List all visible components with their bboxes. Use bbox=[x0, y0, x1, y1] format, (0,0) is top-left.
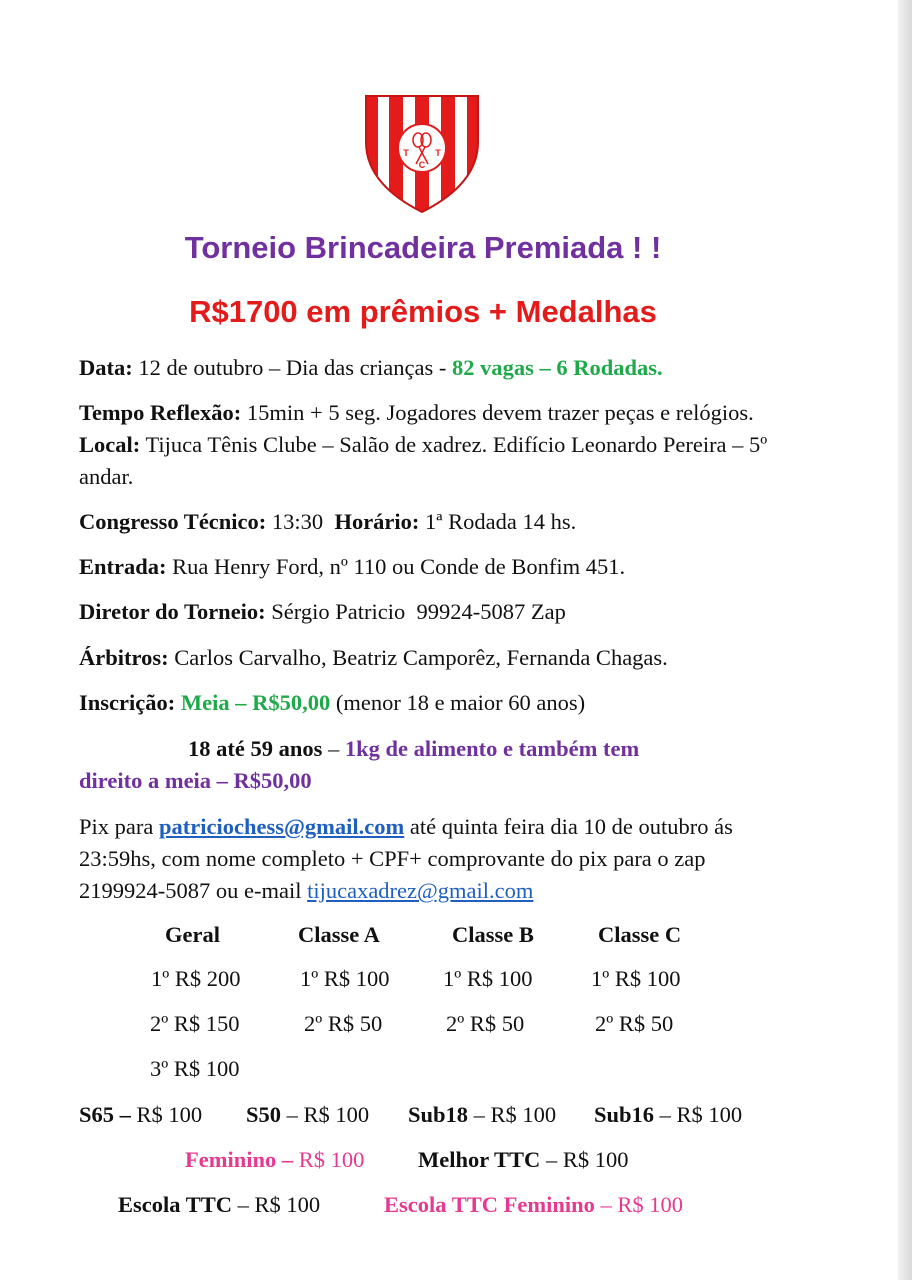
best-ttc-value: – R$ 100 bbox=[540, 1147, 629, 1172]
congress-label: Congresso Técnico: bbox=[79, 509, 267, 534]
female-label: Feminino – bbox=[185, 1147, 294, 1172]
prize-header-classe-c: Classe C bbox=[598, 922, 682, 947]
school-ttc-prize bbox=[118, 1189, 320, 1221]
date-text: 12 de outubro – Dia das crianças - bbox=[132, 355, 453, 380]
director-line bbox=[79, 596, 779, 628]
s65-value: R$ 100 bbox=[130, 1102, 203, 1127]
page-edge-shadow bbox=[898, 0, 912, 1280]
school-ttc-female-label: Escola TTC Feminino bbox=[384, 1192, 595, 1217]
arbiters-label: Árbitros: bbox=[79, 645, 169, 670]
technical-congress-line bbox=[79, 506, 779, 538]
arbiters-line bbox=[79, 642, 799, 674]
tournament-title: Torneio Brincadeira Premiada ! ! bbox=[184, 230, 662, 265]
prize-header-geral: Geral bbox=[165, 922, 220, 947]
sub18-prize bbox=[408, 1099, 556, 1131]
time-control-paragraph bbox=[79, 397, 779, 493]
s50-value: – R$ 100 bbox=[281, 1102, 370, 1127]
prize-cell: 1º R$ 100 bbox=[300, 966, 390, 991]
director-label: Diretor do Torneio: bbox=[79, 599, 266, 624]
schedule-label: Horário: bbox=[334, 509, 420, 534]
best-ttc-label: Melhor TTC bbox=[418, 1147, 541, 1172]
prize-cell: 1º R$ 100 bbox=[443, 966, 533, 991]
date-label: Data: bbox=[79, 355, 133, 380]
prize-header-classe-b: Classe B bbox=[452, 922, 534, 947]
venue-text: Tijuca Tênis Clube – Salão de xadrez. Edifício Leonardo Pereira – 5º andar. bbox=[79, 432, 768, 489]
prize-cell: 2º R$ 50 bbox=[595, 1011, 674, 1036]
prize-cell: 1º R$ 100 bbox=[591, 966, 681, 991]
female-prize bbox=[185, 1144, 364, 1176]
schedule-text: 1ª Rodada 14 hs. bbox=[419, 509, 577, 534]
school-ttc-female-value: – R$ 100 bbox=[594, 1192, 684, 1217]
date-line bbox=[79, 352, 779, 384]
best-ttc-prize bbox=[418, 1144, 628, 1176]
half-price-right-text: direito a meia – R$50,00 bbox=[79, 768, 312, 793]
congress-time: 13:30 bbox=[266, 509, 335, 534]
pix-instructions: até quinta feira dia 10 de outubro ás 23:59hs, com nome completo + CPF+ comprovante do pix para o zap 2199924-5087 ou e-mail bbox=[79, 814, 733, 903]
registration-line bbox=[79, 687, 779, 719]
food-donation-text: 1kg de alimento e também tem bbox=[344, 736, 640, 761]
sub16-label: Sub16 bbox=[594, 1102, 655, 1127]
female-value: R$ 100 bbox=[293, 1147, 365, 1172]
prize-header-classe-a: Classe A bbox=[298, 922, 380, 947]
sub18-label: Sub18 bbox=[408, 1102, 469, 1127]
prize-cell: 2º R$ 50 bbox=[446, 1011, 525, 1036]
prize-cell: 3º R$ 100 bbox=[150, 1056, 240, 1081]
adult-registration-line-2 bbox=[79, 765, 779, 797]
pix-email-link[interactable]: patriciochess@gmail.com bbox=[158, 814, 405, 839]
registration-label: Inscrição: bbox=[79, 690, 176, 715]
sub16-value: – R$ 100 bbox=[654, 1102, 743, 1127]
director-text: Sérgio Patricio 99924-5087 Zap bbox=[265, 599, 566, 624]
s50-label: S50 bbox=[246, 1102, 282, 1127]
entrance-line bbox=[79, 551, 779, 583]
adult-dash: – bbox=[322, 736, 345, 761]
sub16-prize bbox=[594, 1099, 742, 1131]
pix-prefix: Pix para bbox=[79, 814, 159, 839]
s50-prize bbox=[246, 1099, 369, 1131]
venue-label: Local: bbox=[79, 432, 141, 457]
prize-cell: 1º R$ 200 bbox=[151, 966, 241, 991]
club-crest-logo bbox=[364, 94, 480, 214]
contact-email-link[interactable]: tijucaxadrez@gmail.com bbox=[307, 878, 534, 903]
logo-letter-right: T bbox=[435, 148, 441, 158]
school-ttc-female-prize bbox=[384, 1189, 683, 1221]
pix-paragraph bbox=[79, 811, 779, 907]
prize-cell: 2º R$ 150 bbox=[150, 1011, 240, 1036]
prize-cell: 2º R$ 50 bbox=[304, 1011, 383, 1036]
s65-prize bbox=[79, 1099, 202, 1131]
adult-age-label: 18 até 59 anos bbox=[188, 736, 323, 761]
vacancies-highlight: 82 vagas – 6 Rodadas. bbox=[452, 355, 663, 380]
half-price: Meia – R$50,00 bbox=[175, 690, 331, 715]
prize-headline: R$1700 em prêmios + Medalhas bbox=[189, 294, 657, 329]
arbiters-text: Carlos Carvalho, Beatriz Camporêz, Fernanda Chagas. bbox=[168, 645, 668, 670]
s65-label: S65 – bbox=[79, 1102, 131, 1127]
entrance-label: Entrada: bbox=[79, 554, 167, 579]
entrance-text: Rua Henry Ford, nº 110 ou Conde de Bonfim 451. bbox=[166, 554, 626, 579]
logo-letter-left: T bbox=[403, 148, 409, 158]
sub18-value: – R$ 100 bbox=[468, 1102, 557, 1127]
logo-letter-center: C bbox=[418, 160, 426, 170]
time-control-label: Tempo Reflexão: bbox=[79, 400, 242, 425]
time-control-text: 15min + 5 seg. Jogadores devem trazer peças e relógios. bbox=[241, 400, 754, 425]
school-ttc-value: – R$ 100 bbox=[231, 1192, 321, 1217]
school-ttc-label: Escola TTC bbox=[118, 1192, 232, 1217]
registration-age-note: (menor 18 e maior 60 anos) bbox=[330, 690, 586, 715]
adult-registration-line bbox=[188, 733, 888, 765]
